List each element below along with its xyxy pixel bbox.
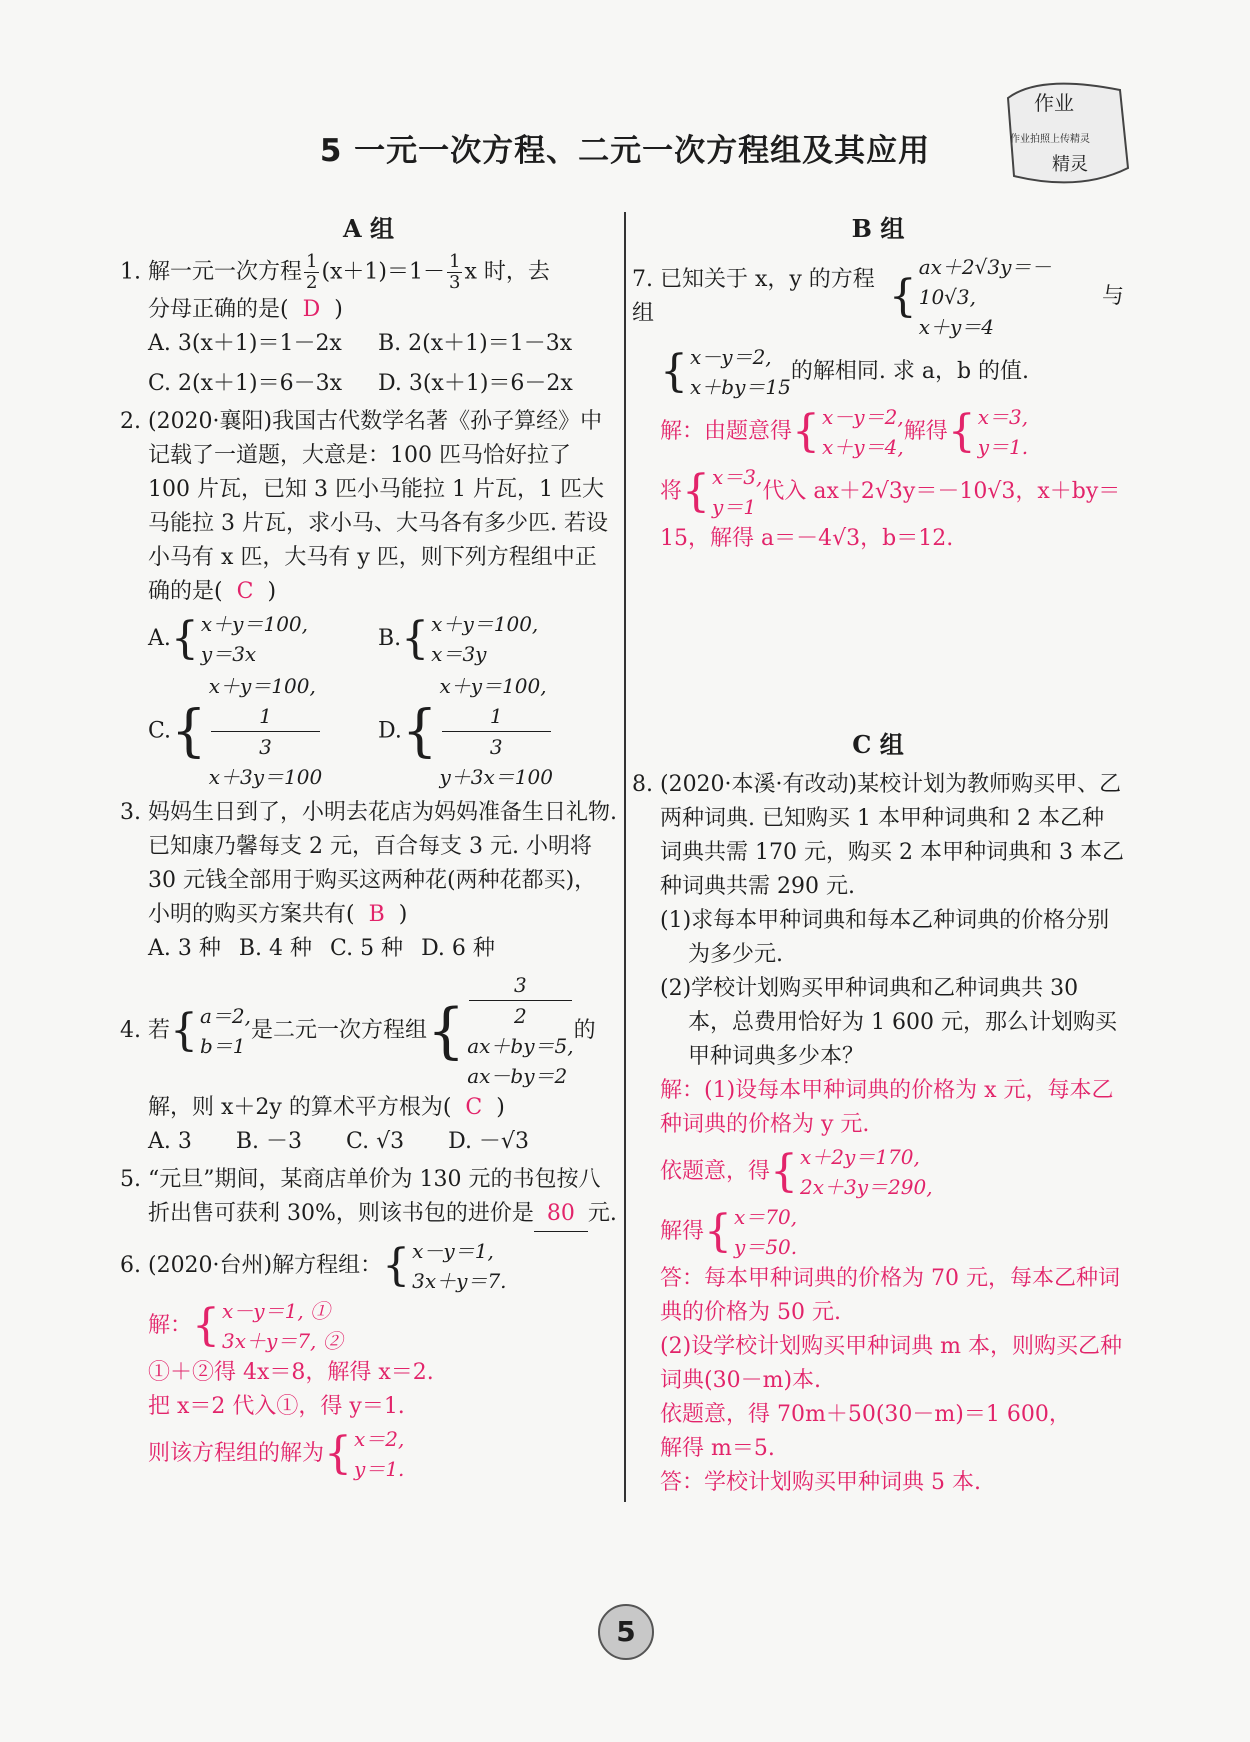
q7-solution: 解：由题意得 { x－y＝2, x＋y＝4, 解得 { x＝3, y＝1. 将 { x＝3, y＝1 代入 ax＋2√3y＝－10√3，x＋by＝ 15，解得 a＝－4√3，b＝12.: [660, 405, 1121, 551]
q1-close: ): [334, 297, 343, 322]
q4-answer: C: [465, 1095, 483, 1120]
group-a-heading: A 组: [343, 214, 394, 243]
stamp-middle: 作业拍照上传精灵: [1010, 134, 1090, 145]
q6-solution: 解： { x－y＝1, ① 3x＋y＝7, ② ①＋②得 4x＝8，解得 x＝2. 把 x＝2 代入①，得 y＝1. 则该方程组的解为 { x＝2, y＝1.: [148, 1299, 434, 1481]
group-b-heading: B 组: [851, 214, 905, 243]
q5-answer: 80: [534, 1197, 588, 1232]
q4-options: A. 3 B. －3 C. √3 D. －√3: [148, 1129, 529, 1154]
q1-options: [120, 327, 617, 401]
question-6: 6. (2020·台州)解方程组： { x－y＝1, 3x＋y＝7. 解： { x－y＝1, ① 3x＋y＝7, ② ①＋②得 4x＝8，解得 x＝2. 把 x＝2 代入①，得 y＝1. 则该方程组的解为 { x＝2, y＝1.: [120, 1236, 617, 1484]
q1-tail: x 时，去: [464, 259, 550, 285]
q1-option-a: A. 3(x＋1)＝1－2x: [148, 331, 342, 356]
q2-close: ): [267, 579, 277, 604]
q1-head: 1. 解一元一次方程: [120, 259, 302, 285]
question-4: 4. 若 { a＝2, b＝1 是二元一次方程组 { 3 2 ax＋by＝5, ax－by＝2 的 解，则 x＋2y 的算术平方根为( C ) A. 3 B. －3 C. √3 D. －√3: [120, 970, 617, 1159]
q8-solution: 解：(1)设每本甲种词典的价格为 x 元，每本乙种词典的价格为 y 元. 依题意，得 { x＋2y＝170, 2x＋3y＝290, 解得 { x＝70, y＝50. 答：每本甲种词典的价格为 70 元，每本乙种词典的价格为 50 元. (2)设学校计划购买甲种词典 m 本，则购买乙种词典(30－m)本. 依题意，得 70m＋50(30－m)＝1 600， 解得 m＝5. 答：学校计划购买甲种词典 5 本.: [660, 1078, 1123, 1495]
question-8: [632, 768, 1124, 1500]
q2-option-a: A. { x＋y＝100, y＝3x: [148, 612, 308, 666]
q4-head: 4. 若: [120, 1017, 170, 1043]
question-2: [120, 405, 617, 792]
q2-text: 2. (2020·襄阳)我国古代数学名著《孙子算经》中记载了一道题，大意是：100 匹马恰好拉了 100 片瓦，已知 3 匹小马能拉 1 片瓦，1 匹大马能拉 3 片瓦，求小马、大马各有多少匹. 若设小马有 x 匹，大马有 y 匹，则下列方程组中正确的是(: [120, 409, 608, 604]
q7-tail: 与: [1101, 284, 1124, 309]
q4-close: ): [496, 1095, 505, 1120]
q4-tail: 的: [573, 1017, 596, 1043]
q7-head: 7. 已知关于 x，y 的方程组: [632, 267, 875, 326]
q1-fraction-1: $\frac{1}{2}$: [305, 251, 318, 293]
q2-option-c: C. { x＋y＝100, 1 3 x＋3y＝100: [148, 674, 323, 789]
q2-option-b: B. { x＋y＝100, x＝3y: [378, 612, 539, 666]
column-divider: [624, 212, 626, 1502]
q1-answer: D: [302, 297, 321, 322]
q4-line2: 解，则 x＋2y 的算术平方根为(: [148, 1095, 452, 1120]
q3-text: 3. 妈妈生日到了，小明去花店为妈妈准备生日礼物. 已知康乃馨每支 2 元，百合每支 3 元. 小明将 30 元钱全部用于购买这两种花(两种花都买)，小明的购买方案共有(: [120, 800, 617, 927]
question-3: [120, 796, 617, 966]
stamp-logo: [1000, 72, 1132, 194]
q1-fraction-2: $\frac{1}{3}$: [449, 251, 461, 293]
q3-answer: B: [368, 902, 385, 927]
q7-tail2: 的解相同. 求 a，b 的值.: [790, 359, 1030, 384]
q5-unit: 元.: [587, 1201, 617, 1226]
question-5: [120, 1163, 617, 1232]
right-column: [632, 212, 1124, 1504]
q2-option-d: D. { x＋y＝100, 1 3 y＋3x＝100: [378, 674, 553, 789]
stamp-bottom: 精灵: [1052, 154, 1088, 175]
q1-option-c: C. 2(x＋1)＝6－3x: [148, 371, 343, 396]
q8-text: 8. (2020·本溪·有改动)某校计划为教师购买甲、乙两种词典. 已知购买 1 本甲种词典和 2 本乙种词典共需 170 元，购买 2 本甲种词典和 3 本乙种词典共需 290 元.: [632, 772, 1124, 899]
q4-mid: 是二元一次方程组: [251, 1017, 428, 1043]
q1-option-b: B. 2(x＋1)＝1－3x: [378, 331, 573, 356]
q1-mid: (x＋1)＝1－: [321, 259, 446, 285]
q2-options: [120, 609, 617, 792]
q1-line2: 分母正确的是(: [148, 297, 289, 322]
question-7: 7. 已知关于 x，y 的方程组 { ax＋2√3y＝－10√3, x＋y＝4 与 { x－y＝2, x＋by＝15 的解相同. 求 a，b 的值. 解：由题意得 { x－y＝2, x＋y＝4, 解得 { x＝3, y＝1. 将 { x＝3, y＝1 代入 ax＋2√3y＝－10√3，x＋by＝ 15，解得 a＝－4√3，b＝12.: [632, 252, 1124, 556]
q3-close: ): [398, 902, 408, 927]
q3-options: A. 3 种 B. 4 种 C. 5 种 D. 6 种: [148, 936, 495, 961]
q6-head: 6. (2020·台州)解方程组：: [120, 1253, 383, 1278]
q5-text: 5. “元旦”期间，某商店单价为 130 元的书包按八折出售可获利 30%，则该书包的进价是: [120, 1167, 601, 1226]
question-1: [120, 252, 617, 401]
page-number: 5: [598, 1604, 654, 1660]
page-title: 5 一元一次方程、二元一次方程组及其应用: [319, 133, 931, 169]
left-column: [120, 212, 617, 1488]
q8-part-1: (1)求每本甲种词典和每本乙种词典的价格分别为多少元.: [660, 908, 1110, 967]
q1-option-d: D. 3(x＋1)＝6－2x: [378, 371, 573, 396]
stamp-top: 作业: [1034, 91, 1074, 115]
group-c-heading: C 组: [852, 730, 904, 759]
q8-part-2: (2)学校计划购买甲种词典和乙种词典共 30 本，总费用恰好为 1 600 元，那么计划购买甲种词典多少本？: [660, 976, 1117, 1069]
q2-answer: C: [236, 579, 254, 604]
